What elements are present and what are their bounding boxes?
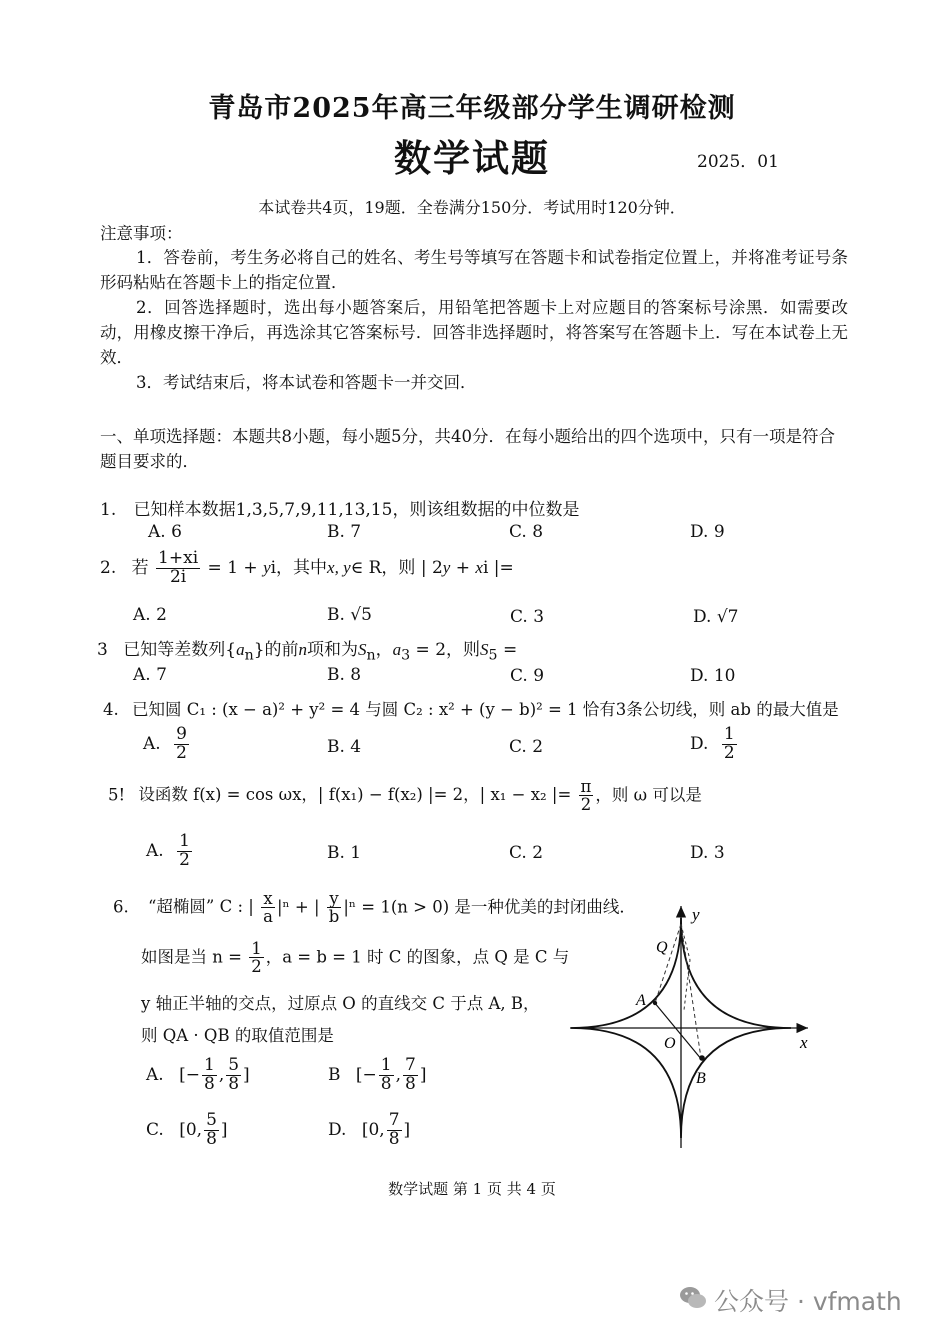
eq-part: 设函数 f(x) = cos ωx，| f(x₁) − f(x₂) |= 2，| x₁ − x₂ |= — [138, 785, 572, 805]
eq-part: = 2，则 — [410, 640, 481, 660]
option-a: A. 7 — [133, 665, 167, 685]
option-label: A. — [146, 840, 164, 861]
exam-subtitle: 数学试题 — [394, 136, 550, 180]
question-text-pre: 若 — [131, 557, 149, 578]
eq-part: }的前 — [253, 640, 299, 660]
var-y: y — [263, 557, 271, 577]
question-6-line-3: y 轴正半轴的交点，过原点 O 的直线交 C 于点 A, B， — [141, 994, 540, 1013]
eq-part: ，则 ω 可以是 — [595, 785, 702, 805]
var-a: a — [236, 640, 245, 659]
option-label: B — [328, 1064, 341, 1085]
var-xy: x, y — [327, 557, 351, 577]
option-d: D. 9 — [690, 522, 725, 542]
question-text: 已知样本数据1,3,5,7,9,11,13,15，则该组数据的中位数是 — [133, 500, 580, 520]
option-a — [146, 833, 194, 870]
option-label: A. — [146, 1064, 164, 1085]
option-d — [690, 726, 739, 763]
eq-part: [0, — [361, 1119, 385, 1140]
fraction: $\frac{1}{2}$ — [179, 831, 190, 870]
question-6-line-4: 则 QA · QB 的取值范围是 — [141, 1026, 334, 1045]
notice-item-3: 3．考试结束后，将本试卷和答题卡一并交回． — [136, 373, 477, 392]
var-a: a — [392, 640, 402, 659]
fraction: $\frac{7}{8}$ — [388, 1110, 400, 1149]
question-2 — [100, 550, 514, 587]
var-s: S — [480, 640, 489, 659]
fraction: $\frac{9}{2}$ — [176, 724, 187, 763]
var-x: x — [475, 557, 483, 577]
point-a — [653, 1001, 657, 1005]
notice-item-1: 1．答卷前，考生务必将自己的姓名、考生号等填写在答题卡和试卷指定位置上，并将准考证号条形码粘贴在答题卡上的指定位置． — [100, 248, 848, 292]
subscript: 5 — [488, 647, 498, 664]
watermark-text: 公众号 · vfmath — [714, 1287, 902, 1316]
option-b: B. 1 — [327, 843, 362, 863]
option-d: D. 3 — [690, 843, 725, 863]
fraction: $\frac{1}{2}$ — [251, 939, 262, 977]
fraction: $\frac{7}{8}$ — [405, 1055, 416, 1094]
option-a — [146, 1057, 250, 1094]
option-label: A. — [143, 733, 161, 754]
eq-part: = — [497, 640, 518, 660]
eq-part: ∈ R，则 | 2 — [350, 557, 443, 578]
eq-part: “超椭圆” C : | — [148, 897, 254, 917]
fraction: $\frac{1+xi}{2i}$ — [158, 548, 199, 587]
eq-part: |ⁿ = 1(n > 0) 是一种优美的封闭曲线． — [343, 897, 636, 917]
b-label: B — [696, 1070, 706, 1087]
option-d: D. √7 — [693, 607, 739, 627]
eq-part: [− — [355, 1064, 377, 1085]
option-b: B. 4 — [327, 737, 362, 757]
eq-part: 项和为 — [307, 640, 359, 660]
eq-part: [0, — [179, 1119, 203, 1140]
subscript: 3 — [401, 647, 411, 664]
option-b — [328, 1057, 427, 1094]
option-b: B. 8 — [327, 665, 362, 685]
question-number: 6. — [113, 897, 129, 917]
section-heading: 一、单项选择题：本题共8小题，每小题5分，共40分．在每小题给出的四个选项中，只有一项是符合题目要求的． — [100, 427, 835, 471]
exam-date: 2025．01 — [697, 152, 779, 172]
question-6-line-2 — [141, 940, 569, 976]
fraction: $\frac{5}{8}$ — [228, 1055, 240, 1094]
option-a: A. 2 — [133, 605, 167, 625]
o-label: O — [664, 1035, 676, 1052]
exam-info: 本试卷共4页，19题．全卷满分150分．考试用时120分钟． — [258, 198, 686, 217]
option-c: C. 2 — [509, 737, 544, 757]
eq-part: 已知等差数列{ — [123, 640, 237, 660]
option-c: C. 8 — [509, 522, 544, 542]
question-6 — [113, 890, 636, 926]
option-label: D. — [690, 733, 709, 754]
eq-part: ， — [375, 640, 393, 660]
eq-part: , — [395, 1064, 402, 1085]
option-b: B. √5 — [327, 605, 372, 625]
question-3 — [97, 635, 517, 663]
question-number: 1. — [100, 500, 117, 520]
eq-part: ，a = b = 1 时 C 的图象，点 Q 是 C 与 — [265, 947, 570, 967]
question-number: 2. — [100, 557, 117, 578]
exam-title: 青岛市2025年高三年级部分学生调研检测 — [208, 93, 736, 124]
eq-part: i |= — [482, 557, 514, 578]
eq-part: ] — [419, 1064, 427, 1085]
option-d — [328, 1112, 410, 1149]
eq-part: |ⁿ + | — [276, 897, 320, 917]
x-label: x — [800, 1033, 808, 1052]
eq-part: i，其中 — [270, 557, 328, 578]
option-label: C. — [146, 1119, 164, 1140]
var-y: y — [442, 557, 451, 577]
eq-part: + — [450, 557, 476, 578]
question-4 — [103, 696, 839, 720]
eq-part: ] — [220, 1119, 228, 1140]
fraction: $\frac{y}{b}$ — [328, 889, 340, 927]
fraction: $\frac{1}{2}$ — [723, 724, 735, 763]
fraction: $\frac{x}{a}$ — [263, 889, 273, 927]
option-c: C. 2 — [509, 843, 544, 863]
notice-item-2: 2．回答选择题时，选出每小题答案后，用铅笔把答题卡上对应题目的答案标号涂黑．如需要改动，用橡皮擦干净后，再选涂其它答案标号．回答非选择题时，将答案写在答题卡上．写在本试卷上无效． — [100, 298, 848, 367]
option-a — [143, 726, 191, 763]
eq-part: , — [218, 1064, 225, 1085]
option-label: D. — [328, 1119, 347, 1140]
option-c: C. 9 — [510, 666, 545, 686]
y-label: y — [692, 905, 700, 924]
q-label: Q — [656, 939, 668, 956]
option-a: A. 6 — [148, 522, 182, 542]
subscript: n — [244, 647, 254, 664]
question-5 — [108, 778, 702, 814]
question-text: 已知圆 C₁ : (x − a)² + y² = 4 与圆 C₂ : x² + (y − b)² = 1 恰有3条公切线，则 ab 的最大值是 — [132, 700, 839, 719]
fraction: $\frac{5}{8}$ — [206, 1110, 217, 1149]
option-c: C. 3 — [510, 607, 545, 627]
eq-part: = 1 + — [207, 557, 264, 578]
question-number: 3 — [97, 640, 108, 660]
eq-part: ] — [403, 1119, 411, 1140]
point-b — [699, 1055, 705, 1061]
option-b: B. 7 — [327, 522, 362, 542]
vector-qa — [655, 924, 681, 1003]
wechat-icon — [678, 1284, 708, 1312]
superellipse-graph — [566, 900, 821, 1155]
fraction: $\frac{1}{8}$ — [380, 1055, 392, 1094]
fraction: $\frac{\pi}{2}$ — [580, 777, 592, 815]
eq-part: [− — [179, 1064, 200, 1085]
eq-part: 如图是当 n = — [141, 947, 242, 967]
page-footer: 数学试题 第 1 页 共 4 页 — [388, 1180, 556, 1198]
question-number: 5! — [108, 785, 126, 805]
option-c — [146, 1112, 228, 1149]
eq-part: ] — [243, 1064, 250, 1085]
var-n: n — [298, 640, 308, 659]
option-d: D. 10 — [690, 666, 736, 686]
question-number: 4. — [103, 700, 119, 719]
subscript: n — [366, 647, 376, 664]
var-s: S — [358, 640, 367, 659]
fraction: $\frac{1}{8}$ — [203, 1055, 215, 1094]
notice-heading: 注意事项： — [100, 224, 183, 243]
question-1 — [100, 495, 579, 520]
chord-ab — [654, 1002, 702, 1060]
a-label: A — [636, 992, 646, 1009]
